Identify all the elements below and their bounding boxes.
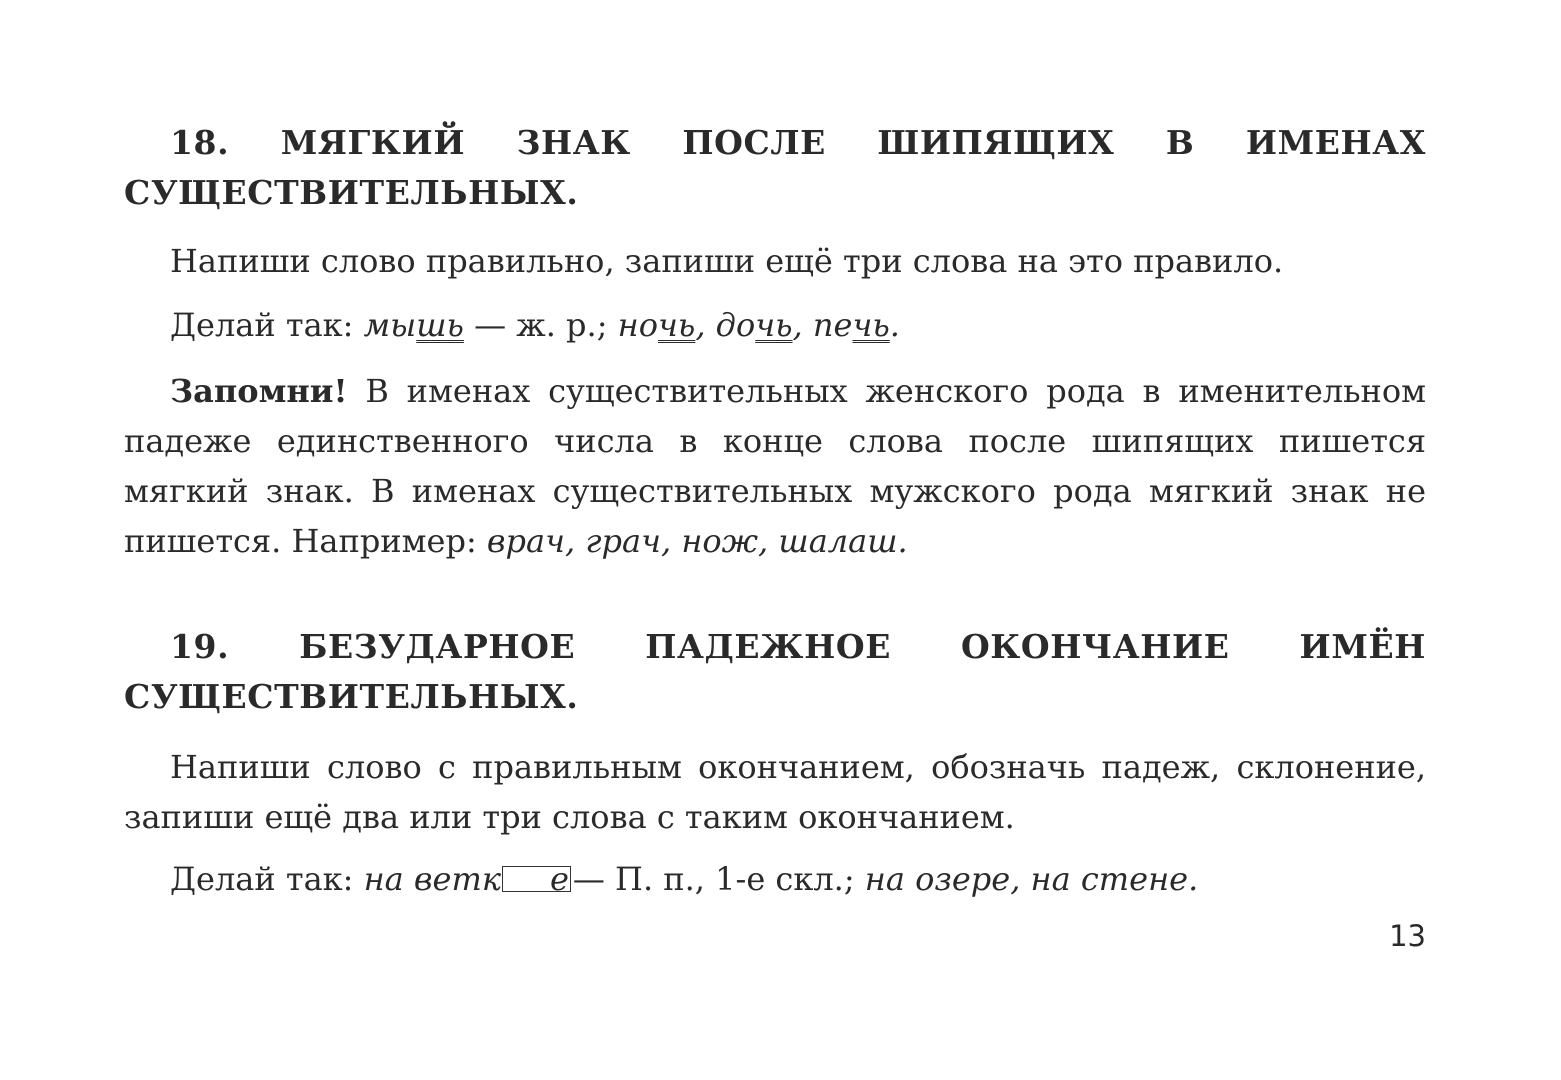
example-word-2: дочь, (715, 306, 803, 344)
example-word-1: ночь, (617, 306, 706, 344)
section-19-instruction: Напиши слово с правильным окончанием, обозначь падеж, склонение, запиши ещё два или три слова с таким окончанием. (124, 748, 1426, 836)
remember-examples: врач, грач, нож, шалаш. (486, 522, 908, 560)
example-lead: Делай так: (170, 306, 354, 344)
example-word-3: печь. (812, 306, 900, 344)
section-18-instruction: Напиши слово правильно, запиши ещё три слова на это правило. (170, 242, 1284, 280)
section-18-heading: 18. МЯГКИЙ ЗНАК ПОСЛЕ ШИПЯЩИХ В ИМЕНАХ СУЩЕСТВИТЕЛЬНЫХ. (124, 123, 1426, 212)
ending-box: е (502, 866, 571, 892)
page-number: 13 (1389, 919, 1426, 953)
example-grammar: — П. п., 1-е скл.; (572, 860, 855, 898)
example-gender: — ж. р.; (474, 306, 608, 344)
section-19-example (124, 854, 1426, 904)
example-word: мышь (363, 306, 464, 344)
section-19-heading: 19. БЕЗУДАРНОЕ ПАДЕЖНОЕ ОКОНЧАНИЕ ИМЁН СУЩЕСТВИТЕЛЬНЫХ. (124, 627, 1426, 716)
remember-text: В именах существительных женского рода в именительном падеже единственного числа в конце слова после шипящих пишется мягкий знак. В именах существительных мужского рода мягкий знак не пишется. Например: (124, 372, 1427, 560)
example-word: на ветк е (363, 860, 569, 898)
example-lead: Делай так: (170, 860, 354, 898)
remember-label: Запомни! (170, 372, 348, 410)
section-18-example (124, 300, 1426, 350)
example-more: на озере, на стене. (864, 860, 1199, 898)
section-18-rule (124, 366, 1426, 566)
